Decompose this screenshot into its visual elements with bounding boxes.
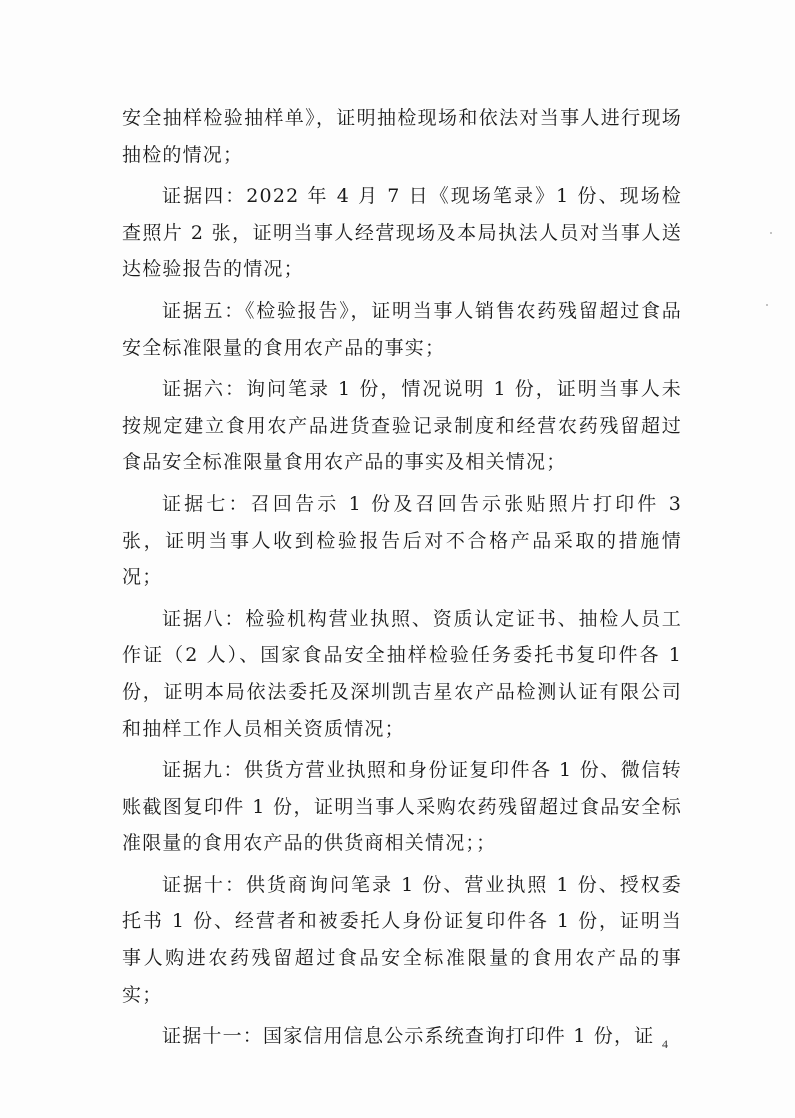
scan-artifact-dot bbox=[766, 304, 768, 306]
paragraph-evidence-6: 证据六：询问笔录 1 份，情况说明 1 份，证明当事人未按规定建立食用农产品进货查验记录制度和经营农药残留超过食品安全标准限量食用农产品的事实及相关情况； bbox=[122, 378, 682, 474]
paragraph-evidence-7: 证据七：召回告示 1 份及召回告示张贴照片打印件 3 张，证明当事人收到检验报告后对不合格产品采取的措施情况； bbox=[122, 492, 682, 589]
scan-artifact-dot bbox=[770, 232, 772, 234]
paragraph-evidence-11: 证据十一：国家信用信息公示系统查询打印件 1 份，证 bbox=[162, 1025, 655, 1048]
page-number: 4 bbox=[662, 1037, 668, 1051]
paragraph-evidence-8: 证据八：检验机构营业执照、资质认定证书、抽检人员工作证（2 人）、国家食品安全抽样检验任务委托书复印件各 1 份，证明本局依法委托及深圳凯吉星农产品检测认证有限公司和抽样工作人员相关资质情况； bbox=[122, 607, 682, 740]
paragraph-sampling-form: 安全抽样检验抽样单》，证明抽检现场和依法对当事人进行现场抽检的情况； bbox=[122, 107, 682, 166]
paragraph-evidence-9: 证据九：供货方营业执照和身份证复印件各 1 份、微信转账截图复印件 1 份，证明当事人采购农药残留超过食品安全标准限量的食用农产品的供货商相关情况；； bbox=[122, 759, 682, 855]
document-body bbox=[122, 100, 682, 1060]
paragraph-evidence-5: 证据五：《检验报告》，证明当事人销售农药残留超过食品安全标准限量的食用农产品的事实； bbox=[122, 299, 682, 359]
paragraph-evidence-4: 证据四：2022 年 4 月 7 日《现场笔录》1 份、现场检查照片 2 张，证明当事人经营现场及本局执法人员对当事人送达检验报告的情况； bbox=[122, 185, 682, 281]
paragraph-evidence-10: 证据十：供货商询问笔录 1 份、营业执照 1 份、授权委托书 1 份、经营者和被委托人身份证复印件各 1 份，证明当事人购进农药残留超过食品安全标准限量的食用农产品的事实； bbox=[122, 873, 682, 1006]
